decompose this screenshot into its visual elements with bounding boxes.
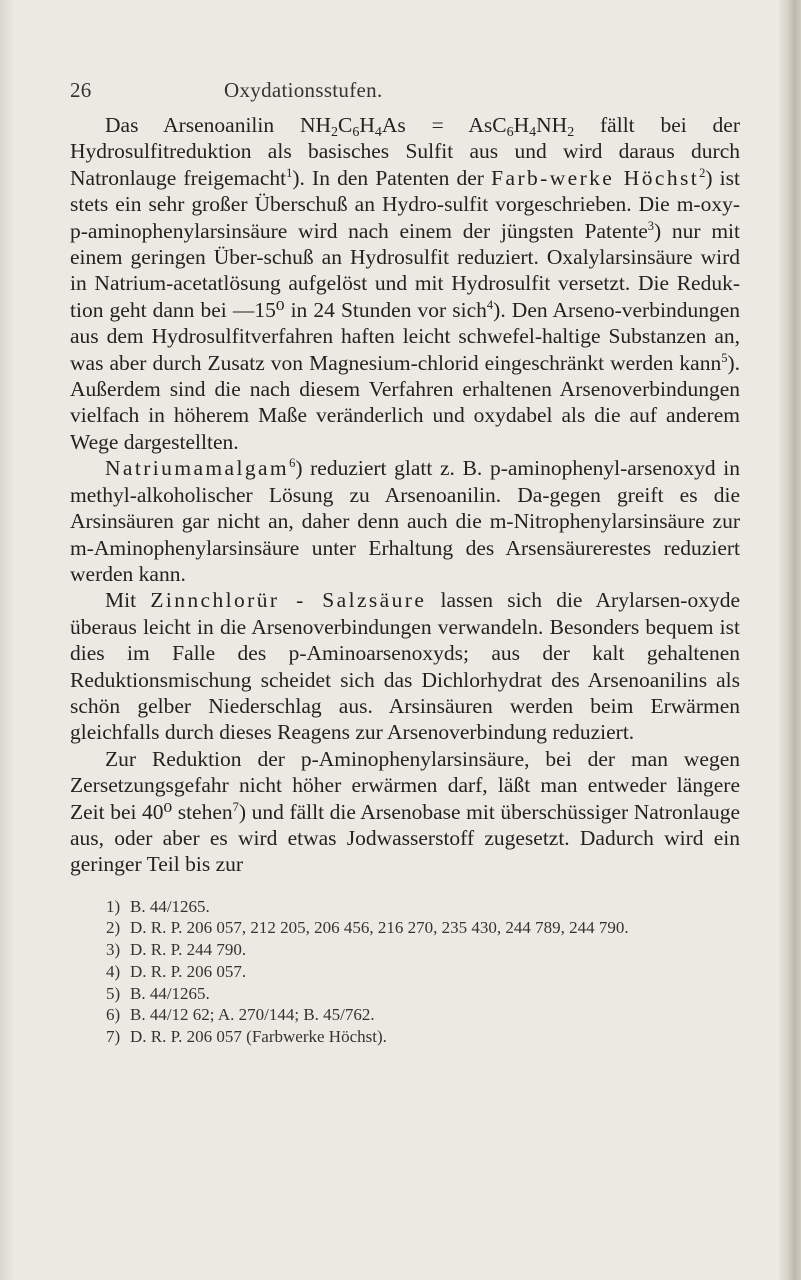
body-text: [70, 112, 740, 878]
paragraph: [70, 112, 740, 455]
subscript: 4: [529, 125, 537, 140]
footnote-ref: 2: [699, 165, 706, 180]
paragraph: [70, 587, 740, 745]
text-run: Das Arsenoanilin NH: [105, 113, 332, 137]
footnote-text: B. 44/1265.: [130, 983, 210, 1003]
footnote-number: 2): [106, 918, 121, 938]
footnote: [106, 961, 740, 983]
spaced-emphasis: Natriumamalgam: [105, 456, 290, 481]
spaced-emphasis: Zinnchlorür - Salzsäure: [150, 588, 427, 613]
text-run: H: [359, 113, 375, 137]
footnote: [106, 1026, 740, 1048]
footnote-number: 7): [106, 1027, 121, 1046]
paragraph: [70, 455, 740, 587]
footnote-text: D. R. P. 244 790.: [130, 940, 247, 960]
footnote-text: D. R. P. 206 057 (Farbwerke Höchst).: [130, 1027, 387, 1046]
footnotes: [106, 896, 740, 1048]
text-run: lassen sich die Arylarsen-oxyde überaus leicht in die Arsenoverbindungen verwandeln. Besonders bequem ist dies im Falle des p-Aminoarsenoxyds; aus der kalt gehaltenen Reduktionsmischung scheidet sich das Dichlorhydrat des Arsenoanilins als schön gelber Niederschlag aus. Arsinsäuren werden beim Erwärmen gleichfalls durch dieses Reagens zur Arsenoverbindung reduziert.: [70, 588, 740, 745]
footnote: [106, 983, 740, 1005]
footnote-ref: 4: [486, 297, 494, 312]
footnote-ref: 3: [647, 218, 655, 233]
text-run: Zur Reduktion der p-Aminophenylarsinsäure, bei der man wegen Zersetzungsgefahr nicht höher erwärmen darf, läßt man entweder längere Zeit bei 40⁰ stehen: [70, 746, 740, 824]
text-run: H: [513, 113, 530, 137]
spaced-emphasis: Farb-werke Höchst: [491, 165, 700, 190]
text-run: ) ist stets ein sehr großer Überschuß an Hydro-sulfit vorgeschrieben. Die m-oxy-p-aminophenylarsinsäure wird nach einem der jüngsten Patente: [70, 165, 740, 243]
subscript: 2: [567, 125, 575, 140]
page-right-edge: [779, 0, 801, 1280]
footnote: [106, 939, 740, 961]
footnote-text: D. R. P. 206 057, 212 205, 206 456, 216 270, 235 430, 244 789, 244 790.: [130, 918, 629, 938]
footnote-ref: 6: [289, 456, 296, 471]
footnote: [106, 896, 740, 918]
text-run: ). In den Patenten der: [292, 165, 492, 190]
subscript: 4: [374, 125, 382, 140]
running-title: Oxydationsstufen.: [224, 78, 383, 102]
footnote-number: 5): [106, 983, 121, 1003]
text-run: ) reduziert glatt z. B. p-aminophenyl-arsenoxyd in methyl-alkoholischer Lösung zu Arsenoanilin. Da-gegen greift es die Arsinsäuren gar nicht an, daher denn auch die m-Nitrophenylarsinsäure zur m-Aminophenylarsinsäure unter Erhaltung des Arsensäurerestes reduziert werden kann.: [70, 456, 740, 586]
text-run: NH: [536, 113, 568, 137]
footnote-number: 4): [106, 961, 121, 981]
text-run: ). Außerdem sind die nach diesem Verfahren erhaltenen Arsenoverbindungen vielfach in höherem Maße veränderlich und oxydabel als die auf anderem Wege dargestellten.: [70, 350, 740, 454]
footnote-ref: 5: [721, 350, 728, 365]
subscript: 6: [352, 125, 360, 140]
text-run: Mit: [105, 588, 151, 613]
subscript: 6: [506, 125, 514, 140]
footnote: [106, 1004, 740, 1026]
page-header: [70, 78, 740, 112]
footnote: [106, 917, 740, 939]
text-run: ) und fällt die Arsenobase mit überschüssiger Natronlauge aus, oder aber es wird etwas Jodwasserstoff zugesetzt. Dadurch wird ein geringer Teil bis zur: [70, 799, 740, 877]
footnote-ref: 7: [232, 799, 239, 814]
footnote-number: 1): [106, 896, 121, 916]
text-run: ). Den Arseno-verbindungen aus dem Hydrosulfitverfahren haften leicht schwefel-haltige Substanzen an, was aber durch Zusatz von Magnesium-chlorid eingeschränkt werden kann: [70, 297, 740, 375]
text-run: fällt bei der Hydrosulfitreduktion als basisches Sulfit aus und wird daraus durch Natronlauge freigemacht: [70, 113, 741, 190]
subscript: 2: [331, 125, 339, 140]
footnote-number: 3): [106, 940, 121, 960]
footnote-number: 6): [106, 1005, 121, 1025]
book-page: [70, 78, 740, 1048]
paragraph: [70, 746, 740, 878]
text-run: ) nur mit einem geringen Über-schuß an Hydrosulfit reduziert. Oxalylarsinsäure wird in Natrium-acetatlösung aufgelöst und mit Hydrosulfit versetzt. Die Reduk-tion geht dann bei —15⁰ in 24 Stunden vor sich: [70, 218, 740, 322]
text-run: C: [338, 113, 353, 137]
text-run: As = AsC: [381, 113, 507, 137]
footnote-text: B. 44/12 62; A. 270/144; B. 45/762.: [130, 1005, 375, 1025]
footnote-text: B. 44/1265.: [130, 896, 210, 916]
page-number: 26: [70, 78, 92, 102]
page-left-shadow: [0, 0, 14, 1280]
footnote-ref: 1: [286, 165, 293, 180]
footnote-text: D. R. P. 206 057.: [130, 961, 247, 981]
